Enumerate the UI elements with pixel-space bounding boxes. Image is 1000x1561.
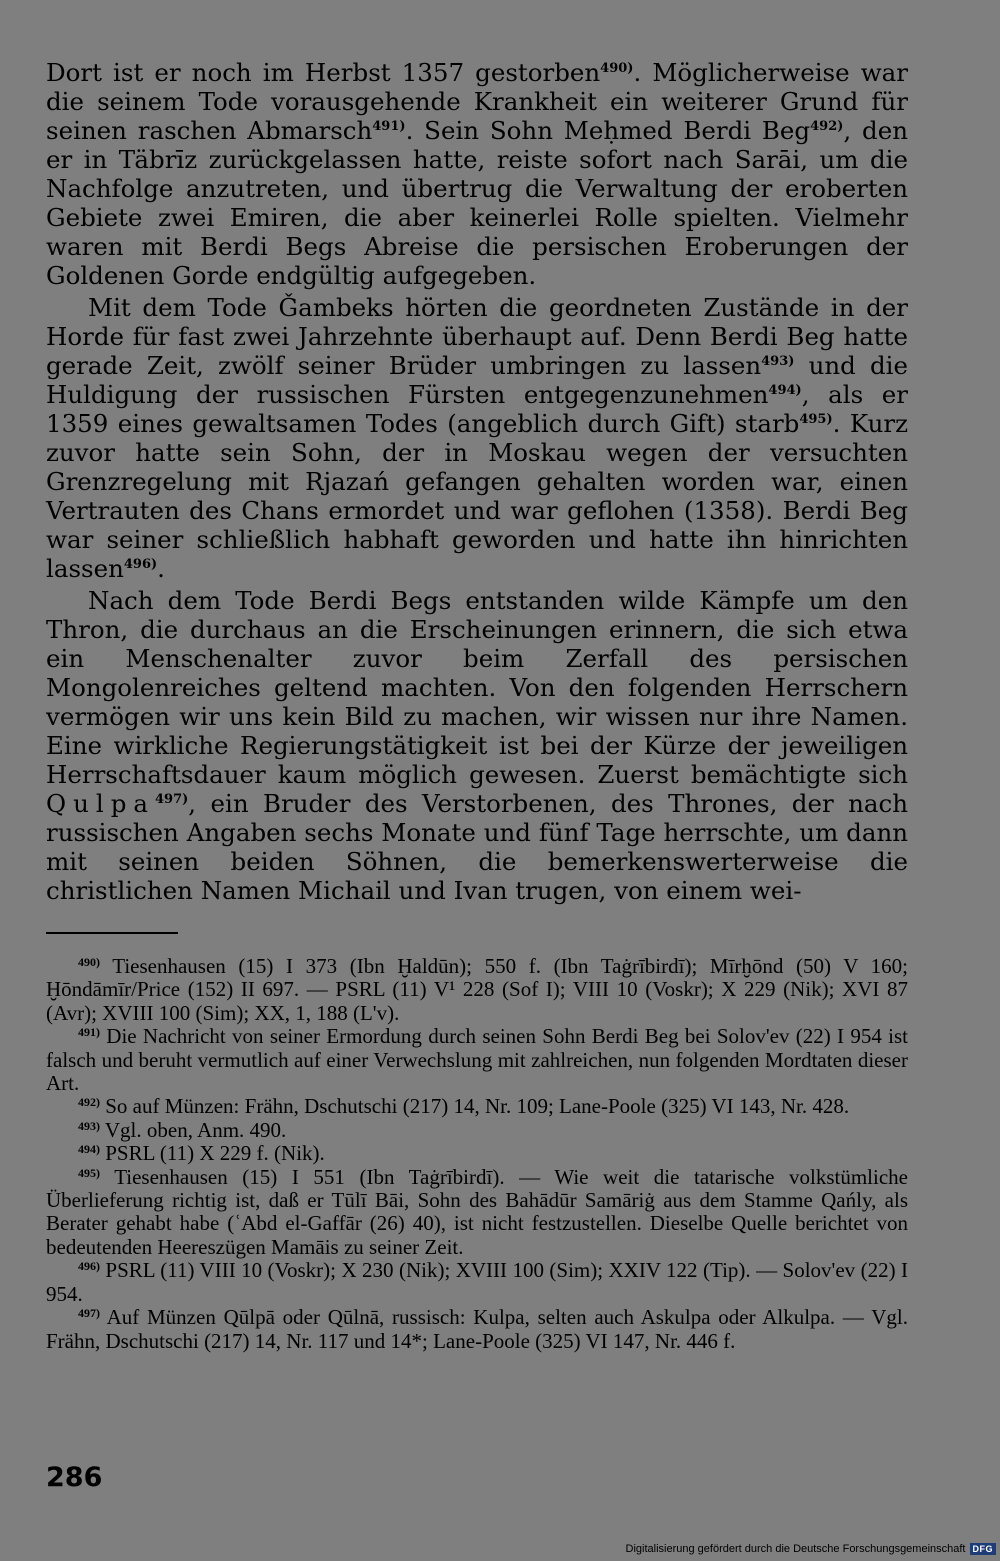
paragraph [46, 586, 908, 905]
footnote-number: 496) [78, 1259, 100, 1274]
footnote [46, 1306, 908, 1353]
paragraph [46, 58, 908, 290]
text-run: Dort ist er noch im Herbst 1357 gestorben [46, 58, 601, 87]
text-run: , ein Bruder des Verstorbenen, des Thrones, der nach russischen Angaben sechs Monate und fünf Tage herrschte, um dann mit seinen beiden Söhnen, die bemerkenswerterweise die christlichen Namen Michail und Ivan trugen, von einem wei- [46, 789, 908, 905]
footnote-ref[interactable]: 491) [372, 119, 406, 134]
footnote [46, 1259, 908, 1306]
footnote-text: PSRL (11) X 229 f. (Nik). [100, 1141, 325, 1166]
footnote-number: 492) [78, 1095, 100, 1110]
footnote-text: So auf Münzen: Frähn, Dschutschi (217) 14, Nr. 109; Lane-Poole (325) VI 143, Nr. 428. [100, 1094, 850, 1119]
digitization-footer [626, 1543, 996, 1555]
text-run: . Sein Sohn Meḥmed Berdi Beg [405, 116, 811, 145]
footnote-number: 497) [78, 1306, 100, 1321]
footnote-ref[interactable]: 494) [768, 383, 802, 398]
spaced-name: Qulpa [46, 789, 155, 818]
footnote-number: 495) [78, 1165, 100, 1180]
page-number: 286 [46, 1462, 103, 1493]
text-run: Mit dem Tode Ǧambeks hörten die geordneten Zustände in der Horde für fast zwei Jahrzehnte überhaupt auf. Denn Berdi Beg hatte gerade Zeit, zwölf seiner Brüder umbringen zu lassen [46, 293, 908, 380]
footer-credit: Digitalisierung gefördert durch die Deutsche Forschungsgemeinschaft [625, 1543, 966, 1555]
footnote [46, 1095, 908, 1118]
footnote-text: Auf Münzen Qūlpā oder Qūlnā, russisch: Kulpa, selten auch Askulpa oder Alkulpa. — Vgl. Frähn, Dschutschi (217) 14, Nr. 117 und 14*; Lane-Poole (325) VI 147, Nr. 446 f. [46, 1305, 908, 1353]
footnote-text: Tiesenhausen (15) I 551 (Ibn Taġrībirdī). — Wie weit die tatarische volkstümliche Überlieferung richtig ist, daß er Tūlī Bāi, Sohn des Bahādūr Samāriġ aus dem Stamme Qańly, als Berater gehabt habe (ʿAbd el-Gaffār (26) 40), ist nicht festzustellen. Dieselbe Quelle berichtet von bedeutenden Heereszügen Mamāis zu seiner Zeit. [46, 1164, 908, 1259]
footnote-text: Vgl. oben, Anm. 490. [100, 1117, 287, 1142]
main-text [46, 58, 908, 905]
footnote-text: Tiesenhausen (15) I 373 (Ibn Ḫaldūn); 550 f. (Ibn Taġrībirdī); Mīrḫōnd (50) V 160; Ḫōndāmīr/Price (152) II 697. — PSRL (11) V¹ 228 (Sof I); VIII 10 (Voskr); X 229 (Nik); XVI 87 (Avr); XVIII 100 (Sim); XX, 1, 188 (L'v). [46, 954, 908, 1025]
footnote-ref[interactable]: 490) [600, 61, 634, 76]
text-run: . Kurz zuvor hatte sein Sohn, der in Moskau wegen der versuchten Grenzregelung mit Rjazań gefangen gehalten worden war, einen Vertrauten des Chans ermordet und war geflohen (1358). Berdi Beg war seiner schließlich habhaft geworden und hatte ihn hinrichten lassen [46, 409, 908, 583]
text-run: . Möglicherweise war die seinem Tode vorausgehende Krankheit ein weiterer Grund für seinen raschen Abmarsch [46, 58, 908, 145]
footnote-number: 490) [78, 955, 100, 969]
footnote-text: Die Nachricht von seiner Ermordung durch seinen Sohn Berdi Beg bei Solov'ev (22) I 954 ist falsch und beruht vermutlich auf einer Verwechslung mit zahlreichen, nun folgenden Mordtaten dieser Art. [46, 1024, 908, 1096]
footnote [46, 1166, 908, 1260]
footnotes [46, 955, 908, 1353]
footnote-number: 494) [78, 1142, 100, 1157]
footnote-number: 493) [78, 1118, 100, 1133]
footnote-ref[interactable]: 495) [799, 412, 833, 427]
text-run: und die Huldigung der russischen Fürsten entgegenzunehmen [46, 351, 908, 409]
text-run: , als er 1359 eines gewaltsamen Todes (angeblich durch Gift) starb [46, 380, 908, 438]
footnote-number: 491) [78, 1025, 100, 1040]
footnote-text: PSRL (11) VIII 10 (Voskr); X 230 (Nik); XVIII 100 (Sim); XXIV 122 (Tip). — Solov'ev (22) I 954. [46, 1258, 908, 1306]
footnote [46, 955, 908, 1025]
text-run: . [157, 554, 165, 583]
footnote-divider [46, 932, 178, 934]
paragraph [46, 293, 908, 583]
footnote [46, 1025, 908, 1095]
footnote-ref[interactable]: 496) [123, 557, 158, 572]
text-run: , den er in Täbrīz zurückgelassen hatte, reiste sofort nach Sarāi, um die Nachfolge anzutreten, und übertrug die Verwaltung der eroberten Gebiete zwei Emiren, die aber keinerlei Rolle spielten. Vielmehr waren mit Berdi Begs Abreise die persischen Eroberungen der Goldenen Gorde endgültig aufgegeben. [46, 116, 908, 290]
footnote-ref[interactable]: 493) [761, 354, 795, 369]
body-text [46, 58, 908, 905]
footnote-ref[interactable]: 492) [810, 119, 844, 134]
text-run: Nach dem Tode Berdi Begs entstanden wilde Kämpfe um den Thron, die durchaus an die Erscheinungen erinnern, die sich etwa ein Menschenalter zuvor beim Zerfall des persischen Mongolenreiches geltend machten. Von den folgenden Herrschern vermögen wir uns kein Bild zu machen, wir wissen nur ihre Namen. Eine wirkliche Regierungstätigkeit ist bei der Kürze der jeweiligen Herrschaftsdauer kaum möglich gewesen. Zuerst bemächtigte sich [46, 586, 908, 789]
footnote-ref[interactable]: 497) [155, 792, 189, 807]
dfg-logo: DFG [970, 1543, 997, 1555]
footnote [46, 1142, 908, 1165]
footnote [46, 1119, 908, 1142]
